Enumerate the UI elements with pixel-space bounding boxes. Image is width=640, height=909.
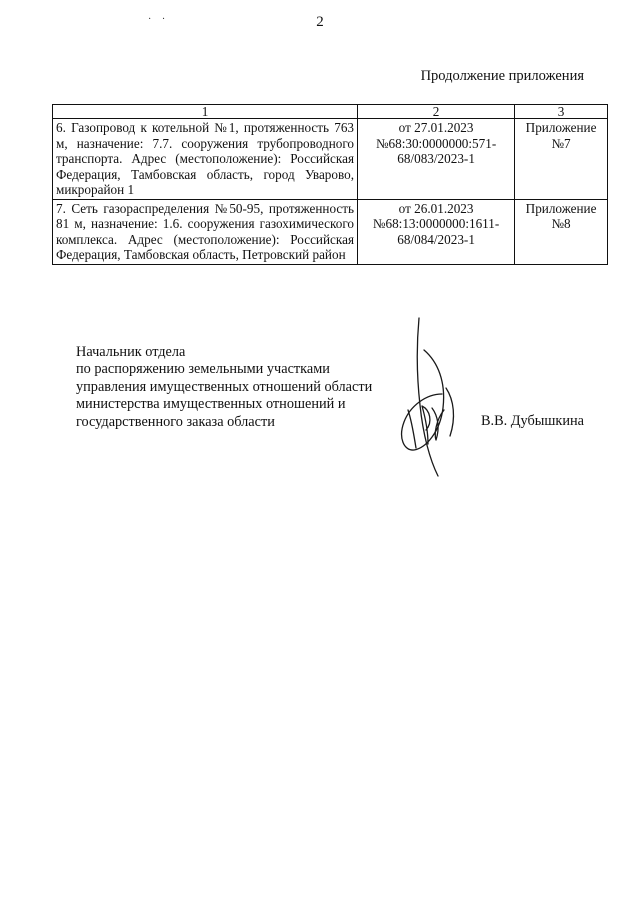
table-header-cell: 3 — [515, 105, 608, 119]
registration-date: от 27.01.2023 — [398, 120, 474, 135]
registration-cell — [358, 119, 515, 200]
table-header-row — [53, 105, 608, 119]
registration-cell — [358, 199, 515, 264]
position-line: министерства имущественных отношений и — [76, 396, 346, 413]
position-line: по распоряжению земельными участками — [76, 361, 330, 378]
registry-table — [52, 104, 608, 265]
scan-specks: · · — [148, 14, 170, 25]
position-line: Начальник отдела — [76, 344, 186, 360]
table-header-cell: 1 — [53, 105, 358, 119]
page-number: 2 — [316, 14, 324, 30]
registration-number: №68:13:0000000:1611-68/084/2023-1 — [372, 216, 500, 247]
position-line: управления имущественных отношений области — [76, 378, 373, 395]
object-description: 7. Сеть газораспределения №50-95, протяженность 81 м, назначение: 1.6. сооружения газохимического комплекса. Адрес (местоположение): Российская Федерация, Тамбовская область, Петровский район — [53, 199, 358, 264]
signatory-name: В.В. Дубышкина — [481, 413, 584, 429]
registration-number: №68:30:0000000:571-68/083/2023-1 — [375, 135, 497, 166]
appendix-reference: Приложение №7 — [515, 119, 608, 200]
object-description: 6. Газопровод к котельной №1, протяженность 763 м, назначение: 7.7. сооружения трубопроводного транспорта. Адрес (местоположение): Российская Федерация, Тамбовская область, город Уварово, микрорайон 1 — [53, 119, 358, 200]
signatory-position — [76, 344, 396, 431]
registration-date: от 26.01.2023 — [398, 200, 474, 216]
table-row — [53, 199, 608, 264]
table-row — [53, 119, 608, 200]
appendix-reference: Приложение №8 — [515, 199, 608, 264]
table-header-cell: 2 — [358, 105, 515, 119]
handwritten-signature — [386, 310, 486, 480]
position-line: государственного заказа области — [76, 413, 275, 430]
continuation-label: Продолжение приложения — [420, 68, 584, 84]
